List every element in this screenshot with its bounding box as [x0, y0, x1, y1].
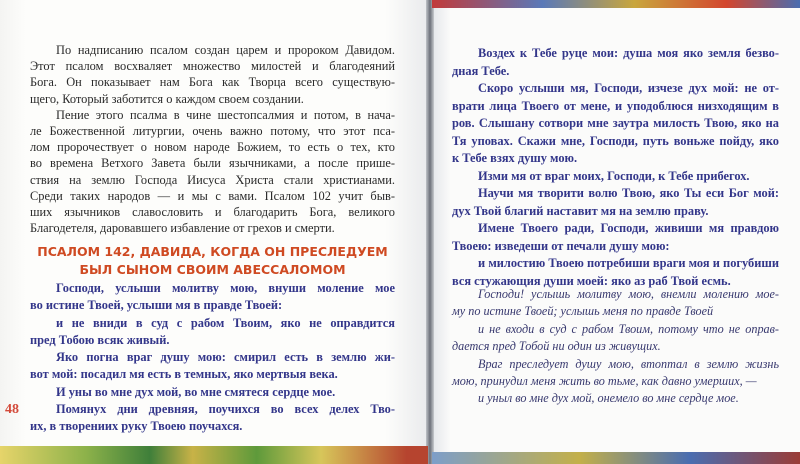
text-line: Бога. Он показывает нам Бога как Творца всего существую- — [30, 75, 395, 90]
psalm-text-left — [30, 280, 395, 436]
text-line: И уны во мне дух мой, во мне смятеся сердце мое. — [56, 384, 336, 399]
decorative-top-border — [432, 0, 800, 8]
paragraph — [452, 168, 779, 186]
paragraph — [452, 45, 779, 80]
psalm-translation — [452, 286, 779, 408]
psalm-heading — [30, 243, 395, 279]
text-line: Пение этого псалма в чине шестопсалмия и потом, в нача- — [56, 107, 395, 122]
paragraph — [30, 107, 395, 237]
text-line: дается пред Тобой ни один из живущих. — [452, 339, 661, 354]
text-line: му по истине Твоей; услышь меня по правде Твоей — [452, 304, 714, 319]
text-line: пред Тобою всяк живый. — [30, 332, 170, 347]
text-line: и не входи в суд с рабом Твоим, потому что не оправ- — [478, 321, 779, 336]
psalm-heading-line: БЫЛ СЫНОМ СВОИМ АВЕССАЛОМОМ — [79, 262, 346, 277]
text-line: Воздех к Тебе руце мои: душа моя яко земля безво- — [478, 46, 779, 60]
text-line: Имене Твоего ради, Господи, живиши мя правдою — [478, 221, 779, 235]
text-line: Благодетеля, даровавшего избавление от грехов и смерти. — [30, 221, 335, 236]
text-line: Тя уповах. Скажи мне, Господи, путь воньже пойду, яко — [452, 133, 779, 148]
paragraph — [30, 349, 395, 384]
text-line: Господи, услыши молитву мою, внуши моление мое — [56, 281, 395, 295]
paragraph — [30, 280, 395, 315]
text-line: врати лица Твоего от мене, и уподоблюся низходящим в — [452, 98, 779, 113]
text-line: Твоею: изведеши от печали душу мою: — [452, 238, 670, 253]
text-line: дная Тебе. — [452, 63, 510, 78]
text-line: во истине Твоей, услыши мя в правде Твоей: — [30, 298, 283, 313]
text-line: во времена Ветхого Завета были язычниками, а после прише- — [30, 156, 395, 171]
text-line: мою, принудил меня жить во тьме, как давно умерших, — — [452, 374, 757, 389]
text-line: вся стужающия души моей: яко аз раб Твой есмь. — [452, 273, 731, 288]
text-line: Среди таких народов — и мы с вами. Псалом 102 учит быв- — [30, 188, 395, 203]
text-line: и не вниди в суд с рабом Твоим, яко не оправдится — [56, 315, 395, 330]
psalm-text-right — [452, 45, 779, 290]
text-line: лом пророчествует о новом народе Божием, то есть о тех, кто — [30, 140, 395, 155]
page-number: 48 — [5, 402, 19, 417]
text-line: ров. Слышану сотвори мне заутра милость Твою, яко на — [452, 116, 779, 130]
text-line: ле Божественной литургии, очень важно потому, что этот пса- — [30, 124, 395, 139]
psalm-heading-line: ПСАЛОМ 142, ДАВИДА, КОГДА ОН ПРЕСЛЕДУЕМ — [37, 244, 388, 259]
text-line: Этот псалом восхваляет множество милостей и благодеяний — [30, 59, 395, 74]
text-line: и уныл во мне дух мой, онемело во мне сердце мое. — [478, 391, 739, 406]
text-line: Господи! услышь молитву мою, внемли молению мое- — [478, 287, 779, 301]
paragraph — [452, 80, 779, 168]
text-line: дух Твой благий наставит мя на землю праву. — [452, 203, 709, 218]
paragraph — [30, 384, 395, 401]
paragraph — [452, 321, 779, 356]
text-line: Враг преследует душу мою, втоптал в землю жизнь — [478, 356, 779, 371]
decorative-bottom-border-left — [0, 446, 428, 464]
text-line: Скоро услыши мя, Господи, изчезе дух мой: не от- — [478, 81, 779, 95]
text-line: и милостию Твоею потребиши враги моя и погубиши — [478, 256, 779, 270]
text-line: Помянух дни древняя, поучихся во всех делех Тво- — [56, 402, 395, 417]
text-line: Яко погна враг душу мою: смирил есть в землю жи- — [56, 350, 395, 365]
paragraph — [30, 401, 395, 436]
text-line: щего, Который заботится о каждом своем создании. — [30, 91, 304, 106]
paragraph — [30, 42, 395, 107]
text-line: ших язычников славословить и благодарить Бога, великого — [30, 205, 395, 220]
paragraph — [30, 315, 395, 350]
book-gutter — [426, 0, 434, 464]
paragraph — [452, 185, 779, 220]
paragraph — [452, 356, 779, 391]
text-line: По надписанию псалом создан царем и пророком Давидом. — [56, 43, 395, 57]
paragraph — [452, 255, 779, 290]
paragraph — [452, 286, 779, 321]
intro-text — [30, 42, 395, 236]
text-line: Научи мя творити волю Твою, яко Ты еси Бог мой: — [478, 186, 779, 200]
text-line: их, в творениих руку Твоею поучахся. — [30, 419, 243, 434]
text-line: к Тебе взях душу мою. — [452, 151, 578, 165]
text-line: Изми мя от враг моих, Господи, к Тебе прибегох. — [478, 168, 750, 183]
text-line: ствия на землю Господа Иисуса Христа стали христианами. — [30, 172, 395, 187]
paragraph — [452, 220, 779, 255]
decorative-bottom-border-right — [432, 452, 800, 464]
paragraph — [452, 390, 779, 407]
text-line: вот мой: посадил мя есть в темных, яко мертвыя века. — [30, 367, 338, 382]
